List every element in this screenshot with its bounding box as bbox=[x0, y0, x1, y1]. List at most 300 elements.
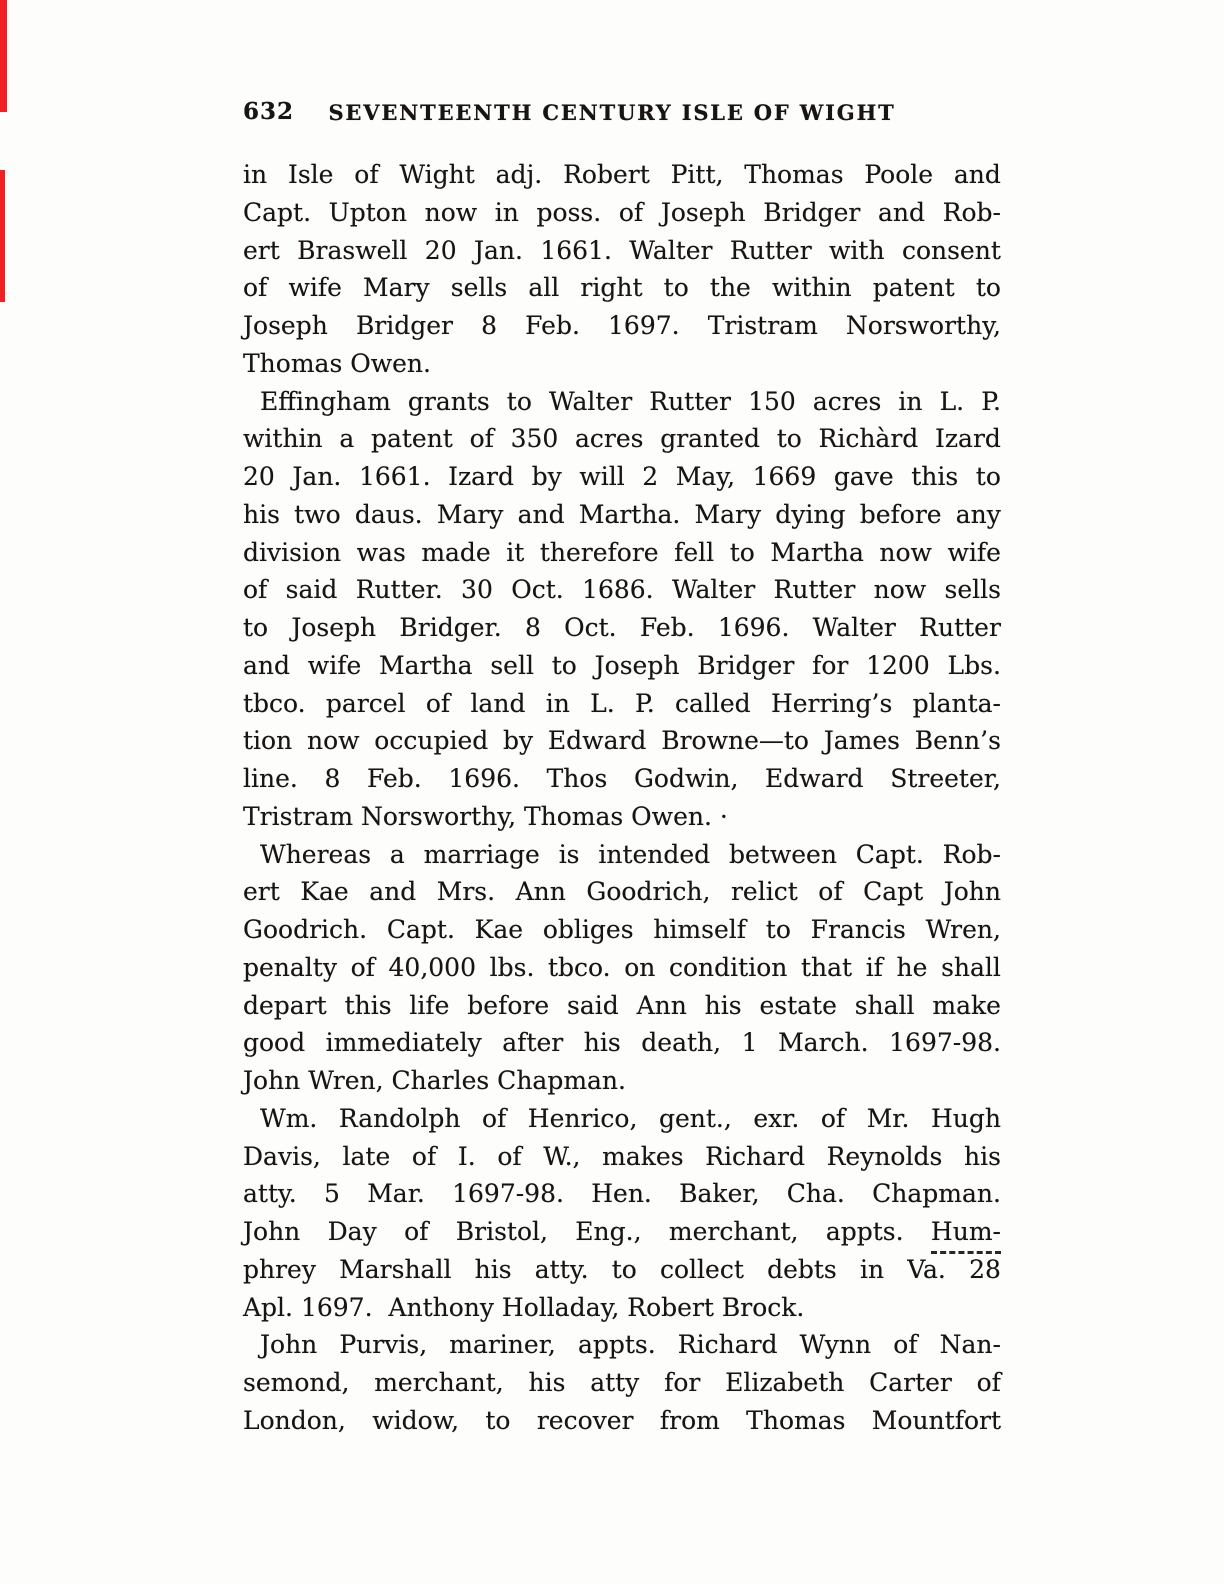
word: life bbox=[409, 990, 450, 1020]
word: Day bbox=[327, 1217, 377, 1246]
word: between bbox=[729, 839, 837, 869]
word: of bbox=[350, 952, 375, 982]
word: sells bbox=[944, 575, 1001, 605]
word: before bbox=[859, 499, 942, 529]
word: he bbox=[896, 952, 928, 982]
text-line bbox=[243, 420, 1001, 458]
word: James bbox=[823, 726, 901, 756]
text-line bbox=[243, 836, 1001, 874]
word: said bbox=[285, 575, 338, 605]
word: wife bbox=[947, 537, 1001, 567]
word: Goodrich. bbox=[243, 915, 368, 944]
word: Joseph bbox=[243, 311, 328, 340]
word: will bbox=[579, 462, 625, 491]
text-line bbox=[243, 1100, 1001, 1138]
word: estate bbox=[759, 990, 837, 1020]
word: Baker, bbox=[679, 1179, 760, 1209]
word: 20 bbox=[243, 462, 275, 491]
word: Richard bbox=[705, 1141, 805, 1171]
word: Edward bbox=[547, 726, 647, 756]
word: in bbox=[494, 197, 519, 227]
text-line bbox=[243, 1024, 1001, 1062]
word: Bridger. bbox=[399, 613, 502, 642]
word: semond, bbox=[243, 1368, 350, 1397]
word: late bbox=[342, 1141, 391, 1171]
word: wife bbox=[288, 273, 342, 303]
word: Wren, bbox=[925, 915, 1001, 944]
word: now bbox=[424, 197, 478, 227]
word: Marshall bbox=[339, 1254, 452, 1284]
word: Mary bbox=[363, 273, 430, 303]
word: Browne—to bbox=[661, 726, 809, 756]
word: of bbox=[469, 424, 494, 454]
word: Mr. bbox=[866, 1103, 910, 1133]
text-line bbox=[243, 987, 1001, 1025]
word: Henrico, bbox=[527, 1103, 638, 1133]
word: daus. bbox=[354, 499, 423, 529]
word: to bbox=[975, 273, 1001, 303]
text-line bbox=[243, 949, 1001, 987]
word: consent bbox=[901, 235, 1001, 265]
word: 350 bbox=[510, 424, 559, 454]
word: sells bbox=[450, 273, 508, 303]
word: his bbox=[963, 1141, 1001, 1171]
word: Joseph bbox=[660, 197, 746, 227]
word: I. bbox=[457, 1141, 476, 1171]
word: 8 bbox=[324, 764, 341, 793]
word: division bbox=[243, 537, 342, 567]
text-line bbox=[243, 1364, 1001, 1402]
word: collect bbox=[660, 1254, 744, 1284]
text-line bbox=[243, 156, 1001, 194]
word: and bbox=[243, 650, 291, 680]
word: granted bbox=[660, 424, 760, 454]
word: to bbox=[765, 915, 791, 944]
word: of bbox=[481, 1103, 507, 1133]
word: Izard bbox=[448, 462, 515, 491]
word: Bristol, bbox=[455, 1217, 548, 1246]
word: Lbs. bbox=[947, 650, 1001, 680]
word: intended bbox=[598, 839, 711, 869]
word: and bbox=[953, 160, 1001, 189]
word: line. bbox=[243, 764, 298, 793]
text-line bbox=[243, 1402, 1001, 1440]
word: two bbox=[294, 499, 341, 529]
word: by bbox=[503, 726, 534, 756]
word: Reynolds bbox=[826, 1141, 943, 1171]
word: patent bbox=[370, 424, 453, 454]
text-line: Thomas Owen. bbox=[243, 348, 431, 378]
word: and bbox=[517, 499, 565, 529]
word: Bridger bbox=[697, 650, 795, 680]
word: made bbox=[421, 537, 491, 567]
word: in bbox=[243, 160, 268, 189]
text-line bbox=[243, 609, 1001, 647]
word: to bbox=[663, 273, 689, 303]
word: poss. bbox=[536, 197, 602, 227]
word: before bbox=[467, 990, 550, 1020]
text-line bbox=[243, 911, 1001, 949]
word: Joseph bbox=[291, 613, 377, 642]
word: dying bbox=[775, 499, 846, 529]
text-line bbox=[243, 383, 1001, 421]
word: atty bbox=[590, 1368, 640, 1397]
word: P. bbox=[981, 386, 1001, 416]
word: Mary bbox=[436, 499, 504, 529]
word: 1669 bbox=[752, 462, 817, 491]
word: 1697-98. bbox=[452, 1179, 564, 1209]
word: Benn’s bbox=[914, 726, 1001, 756]
word: Francis bbox=[810, 915, 906, 944]
word: Mar. bbox=[367, 1179, 425, 1209]
word: Wm. bbox=[260, 1103, 318, 1133]
word: 8 bbox=[481, 311, 498, 340]
word: his bbox=[528, 1368, 566, 1397]
word: now bbox=[879, 537, 932, 567]
word: Martha. bbox=[578, 499, 681, 529]
word: of bbox=[820, 1103, 846, 1133]
word: Kae bbox=[300, 877, 349, 907]
text-line bbox=[243, 685, 1001, 723]
word: 1697. bbox=[608, 311, 680, 340]
word: May, bbox=[675, 462, 736, 491]
word: 5 bbox=[324, 1179, 340, 1209]
word: by bbox=[531, 462, 562, 491]
word: 8 bbox=[524, 613, 541, 642]
word: Feb. bbox=[367, 764, 422, 793]
word: was bbox=[356, 537, 406, 567]
word: of bbox=[618, 197, 644, 227]
word: adj. bbox=[495, 160, 543, 189]
word: to bbox=[551, 650, 577, 680]
word: called bbox=[674, 688, 751, 718]
word: death, bbox=[641, 1028, 722, 1058]
word: that bbox=[800, 952, 853, 982]
word: with bbox=[829, 235, 885, 265]
word: Robert bbox=[563, 160, 650, 189]
word: Edward bbox=[765, 764, 864, 793]
word: Ann bbox=[515, 877, 566, 907]
word: to bbox=[243, 613, 269, 642]
word: of bbox=[243, 273, 268, 303]
text-line bbox=[243, 722, 1001, 760]
word: Feb. bbox=[639, 613, 695, 642]
word: John bbox=[943, 877, 1001, 907]
word: lbs. bbox=[489, 952, 535, 982]
word: Thomas bbox=[746, 1405, 846, 1435]
word: the bbox=[709, 273, 751, 303]
word: Capt bbox=[863, 877, 924, 907]
word: Eng., bbox=[575, 1217, 642, 1246]
underlined-word: Hum- bbox=[931, 1213, 1001, 1254]
word: recover bbox=[536, 1405, 634, 1435]
word: Upton bbox=[328, 197, 407, 227]
word: Bridger bbox=[355, 311, 454, 340]
word: Oct. bbox=[511, 575, 564, 605]
word: Va. bbox=[907, 1254, 946, 1284]
word: 40,000 bbox=[388, 952, 476, 982]
word: therefore bbox=[539, 537, 659, 567]
word: of bbox=[818, 877, 843, 907]
word: Rob- bbox=[942, 839, 1001, 869]
word: this bbox=[344, 990, 392, 1020]
word: 1686. bbox=[582, 575, 654, 605]
word: Capt. bbox=[386, 915, 455, 944]
word: Tristram bbox=[707, 311, 818, 340]
word: grants bbox=[407, 386, 490, 416]
word: P. bbox=[634, 688, 655, 718]
word: makes bbox=[602, 1141, 684, 1171]
word: in bbox=[859, 1254, 885, 1284]
word: after bbox=[502, 1028, 564, 1058]
word: appts. bbox=[825, 1217, 904, 1246]
word: land bbox=[470, 688, 526, 718]
word: depart bbox=[243, 990, 327, 1020]
word: L. bbox=[590, 688, 615, 718]
word: Rutter bbox=[729, 235, 812, 265]
word: any bbox=[955, 499, 1001, 529]
word: Hugh bbox=[930, 1103, 1001, 1133]
word: ert bbox=[243, 235, 280, 265]
word: 1661. bbox=[358, 462, 431, 491]
word: of bbox=[411, 1141, 437, 1171]
text-line bbox=[243, 873, 1001, 911]
word: Thos bbox=[546, 764, 608, 793]
word: Ann bbox=[636, 990, 687, 1020]
word: Walter bbox=[671, 575, 756, 605]
word: patent bbox=[872, 273, 955, 303]
word: March. bbox=[778, 1028, 869, 1058]
text-line bbox=[243, 1251, 1001, 1289]
word: Thomas bbox=[744, 160, 844, 189]
word: Nan- bbox=[939, 1330, 1001, 1360]
word: atty. bbox=[243, 1179, 297, 1209]
word: shall bbox=[941, 952, 1001, 982]
word: Jan. bbox=[473, 235, 523, 265]
word: from bbox=[659, 1405, 720, 1435]
word: ert bbox=[243, 877, 280, 907]
word: 20 bbox=[424, 235, 457, 265]
red-scan-edge-mark-middle bbox=[0, 170, 5, 302]
word: Walter bbox=[629, 235, 713, 265]
word: to bbox=[611, 1254, 637, 1284]
word: for bbox=[664, 1368, 701, 1397]
text-line: John Wren, Charles Chapman. bbox=[243, 1066, 626, 1095]
word: it bbox=[506, 537, 525, 567]
word: 2 bbox=[642, 462, 659, 491]
text-line bbox=[243, 1175, 1001, 1213]
word: Jan. bbox=[292, 462, 342, 491]
word: 1697-98. bbox=[889, 1028, 1001, 1058]
word: within bbox=[243, 424, 323, 454]
word: tbco. bbox=[548, 952, 611, 982]
word: merchant, bbox=[374, 1368, 504, 1397]
word: his bbox=[474, 1254, 512, 1284]
word: of bbox=[243, 575, 268, 605]
word: merchant, bbox=[668, 1217, 799, 1246]
text-line bbox=[243, 496, 1001, 534]
word: acres bbox=[575, 424, 644, 454]
word: Martha bbox=[379, 650, 473, 680]
word: Wight bbox=[399, 160, 475, 189]
word: to bbox=[485, 1405, 511, 1435]
word: of bbox=[976, 1368, 1001, 1397]
word: Richàrd bbox=[818, 424, 919, 454]
word: Hen. bbox=[591, 1179, 652, 1209]
word: in bbox=[898, 386, 923, 416]
word: his bbox=[583, 1028, 621, 1058]
word: obliges bbox=[542, 915, 634, 944]
word: within bbox=[772, 273, 852, 303]
word: and bbox=[369, 877, 417, 907]
word: marriage bbox=[423, 839, 540, 869]
word: Bridger bbox=[763, 197, 861, 227]
word: to bbox=[975, 462, 1001, 491]
word: Effingham bbox=[260, 386, 391, 416]
word: Feb. bbox=[525, 311, 580, 340]
word: 30 bbox=[461, 575, 493, 605]
word: debts bbox=[767, 1254, 837, 1284]
word: Martha bbox=[770, 537, 864, 567]
word: London, bbox=[243, 1405, 346, 1435]
text-line bbox=[243, 647, 1001, 685]
word: said bbox=[566, 990, 619, 1020]
word: Rutter bbox=[773, 575, 856, 605]
word: a bbox=[339, 424, 355, 454]
word: 1696. bbox=[717, 613, 790, 642]
word: this bbox=[911, 462, 959, 491]
word: Walter bbox=[812, 613, 896, 642]
word: Randolph bbox=[338, 1103, 461, 1133]
word: tion bbox=[243, 726, 293, 756]
word: to bbox=[776, 424, 802, 454]
word: appts. bbox=[577, 1330, 656, 1360]
word: to bbox=[729, 537, 755, 567]
word: his bbox=[243, 499, 280, 529]
word: Chapman. bbox=[872, 1179, 1001, 1209]
text-line bbox=[243, 269, 1001, 307]
text-line bbox=[243, 760, 1001, 798]
word: Cha. bbox=[786, 1179, 845, 1209]
word: penalty bbox=[243, 952, 337, 982]
text-line bbox=[243, 194, 1001, 232]
word: Isle bbox=[287, 160, 334, 189]
running-header: SEVENTEENTH CENTURY ISLE OF WIGHT bbox=[328, 100, 896, 125]
red-scan-edge-mark-top bbox=[0, 0, 7, 112]
word: good bbox=[243, 1028, 306, 1058]
word: Capt. bbox=[243, 197, 312, 227]
word: immediately bbox=[325, 1028, 482, 1058]
word: Godwin, bbox=[633, 764, 739, 793]
word: 28 bbox=[969, 1254, 1001, 1284]
word: John bbox=[243, 1217, 301, 1246]
word: widow, bbox=[372, 1405, 460, 1435]
word: right bbox=[580, 273, 643, 303]
word: atty. bbox=[534, 1254, 589, 1284]
word: John bbox=[260, 1330, 318, 1360]
word: now bbox=[306, 726, 360, 756]
word: Izard bbox=[935, 424, 1001, 454]
word: Herring’s bbox=[770, 688, 893, 718]
word: shall bbox=[854, 990, 915, 1020]
word: exr. bbox=[753, 1103, 800, 1133]
word: on bbox=[624, 952, 656, 982]
word: Rutter bbox=[649, 386, 732, 416]
text-line bbox=[243, 307, 1001, 345]
word: Capt. bbox=[855, 839, 924, 869]
word: condition bbox=[669, 952, 788, 982]
text-line: Apl. 1697. Anthony Holladay, Robert Brock. bbox=[243, 1292, 805, 1322]
word: Mary bbox=[694, 499, 762, 529]
word: 1696. bbox=[448, 764, 520, 793]
word: Norsworthy, bbox=[845, 311, 1001, 340]
word: occupied bbox=[374, 726, 489, 756]
text-line bbox=[243, 1138, 1001, 1176]
word: Pitt, bbox=[670, 160, 724, 189]
word: of bbox=[425, 688, 451, 718]
text-line bbox=[243, 1213, 1001, 1251]
word: gave bbox=[833, 462, 894, 491]
word: to bbox=[506, 386, 532, 416]
page-body bbox=[243, 156, 1001, 1440]
text-line bbox=[243, 534, 1001, 572]
word: and bbox=[877, 197, 925, 227]
word: Wynn bbox=[799, 1330, 872, 1360]
word: L. bbox=[939, 386, 965, 416]
word: of bbox=[404, 1217, 429, 1246]
text-line bbox=[243, 458, 1001, 496]
word: is bbox=[558, 839, 580, 869]
word: planta- bbox=[912, 688, 1001, 718]
word: wife bbox=[307, 650, 362, 680]
text-line bbox=[243, 571, 1001, 609]
word: his bbox=[704, 990, 742, 1020]
word: Streeter, bbox=[890, 764, 1001, 793]
word: phrey bbox=[243, 1254, 316, 1284]
word: 1 bbox=[741, 1028, 758, 1058]
word: acres bbox=[812, 386, 882, 416]
word: fell bbox=[674, 537, 715, 567]
word: 150 bbox=[748, 386, 796, 416]
word: make bbox=[932, 990, 1001, 1020]
word: for bbox=[812, 650, 849, 680]
text-line bbox=[243, 1326, 1001, 1364]
word: Joseph bbox=[594, 650, 680, 680]
text-line bbox=[243, 232, 1001, 270]
word: Kae bbox=[474, 915, 524, 944]
word: Elizabeth bbox=[725, 1368, 845, 1397]
word: 1661. bbox=[540, 235, 612, 265]
word: Purvis, bbox=[339, 1330, 428, 1360]
word: tbco. bbox=[243, 688, 306, 718]
word: relict bbox=[730, 877, 798, 907]
word: Poole bbox=[864, 160, 934, 189]
word: gent., bbox=[658, 1103, 732, 1133]
word: Rutter bbox=[919, 613, 1001, 642]
word: himself bbox=[653, 915, 746, 944]
word: Mountfort bbox=[871, 1405, 1001, 1435]
word: Davis, bbox=[243, 1141, 321, 1171]
word: of bbox=[354, 160, 379, 189]
word: of bbox=[893, 1330, 918, 1360]
word: if bbox=[865, 952, 883, 982]
word: now bbox=[873, 575, 927, 605]
word: 1200 bbox=[866, 650, 930, 680]
word: sell bbox=[490, 650, 534, 680]
word: Rob- bbox=[942, 197, 1001, 227]
word: of bbox=[497, 1141, 522, 1171]
word: Oct. bbox=[564, 613, 617, 642]
